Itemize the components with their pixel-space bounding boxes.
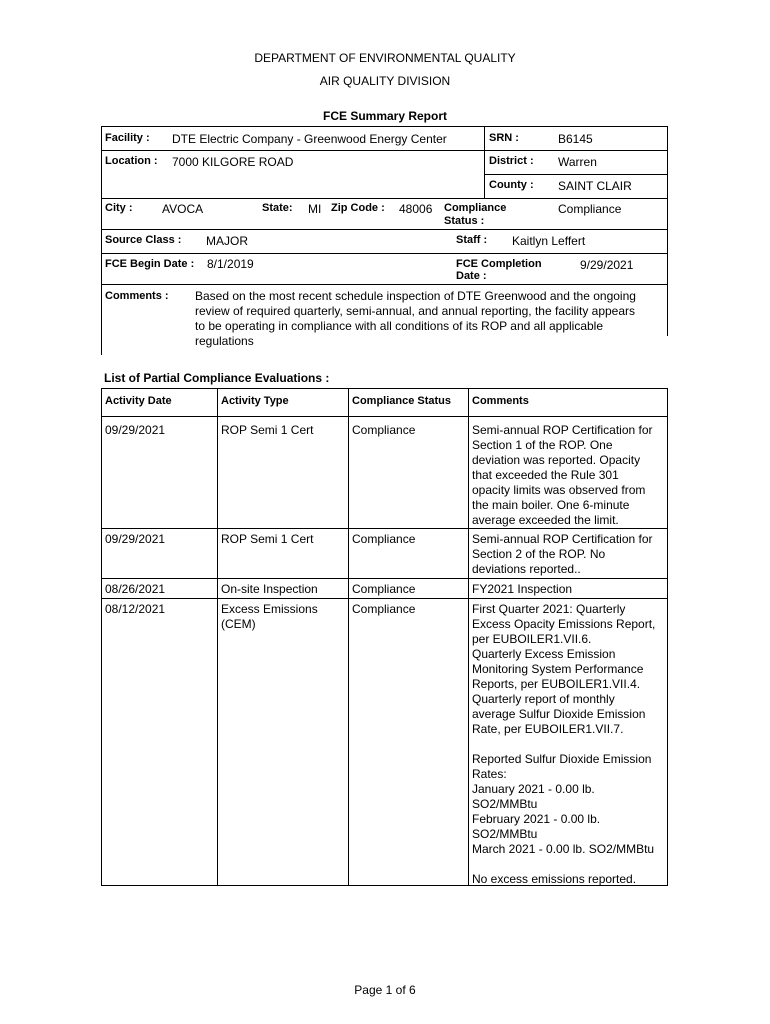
table-line bbox=[101, 388, 668, 389]
facility-label: Facility : bbox=[105, 132, 150, 144]
row-4-status: Compliance bbox=[352, 602, 416, 616]
summary-row-line bbox=[101, 150, 668, 151]
facility-value: DTE Electric Company - Greenwood Energy Center bbox=[172, 132, 447, 146]
row-1-date: 09/29/2021 bbox=[105, 423, 166, 437]
table-line bbox=[101, 388, 102, 885]
col-header-comments: Comments bbox=[472, 395, 529, 407]
fce-completion-value: 9/29/2021 bbox=[580, 258, 634, 272]
row-1-comments: Semi-annual ROP Certification for Section 1 of the ROP. One deviation was reported. Opacity that exceeded the Rule 301 opacity limits was observed from the main boiler. One 6-minute average exceeded the limit. bbox=[472, 423, 653, 527]
row-3-date: 08/26/2021 bbox=[105, 582, 166, 596]
row-2-date: 09/29/2021 bbox=[105, 532, 166, 546]
summary-top-border bbox=[101, 126, 668, 127]
county-value: SAINT CLAIR bbox=[558, 179, 632, 193]
source-class-value: MAJOR bbox=[206, 234, 248, 248]
division-title: AIR QUALITY DIVISION bbox=[319, 74, 451, 88]
comments-value: Based on the most recent schedule inspection of DTE Greenwood and the ongoing review of required quarterly, semi-annual, and annual reporting, the facility appears to be operating in compliance with all conditions of its ROP and all applicable regulations bbox=[195, 289, 636, 348]
city-label: City : bbox=[105, 202, 133, 214]
page-number: Page 1 of 6 bbox=[354, 983, 416, 997]
summary-row-line bbox=[101, 229, 668, 230]
row-2-type: ROP Semi 1 Cert bbox=[221, 532, 314, 546]
source-class-label: Source Class : bbox=[105, 234, 182, 246]
zip-value: 48006 bbox=[399, 202, 433, 216]
compliance-status-value: Compliance bbox=[558, 202, 622, 216]
summary-row-line bbox=[101, 253, 668, 254]
zip-label: Zip Code : bbox=[331, 202, 385, 214]
report-title: FCE Summary Report bbox=[322, 109, 448, 123]
table-line bbox=[101, 528, 668, 529]
srn-value: B6145 bbox=[558, 132, 593, 146]
location-label: Location : bbox=[105, 155, 158, 167]
fce-begin-label: FCE Begin Date : bbox=[105, 258, 195, 270]
row-3-type: On-site Inspection bbox=[221, 582, 318, 596]
table-line bbox=[217, 388, 218, 885]
comments-label: Comments : bbox=[105, 290, 169, 302]
compliance-status-label-2: Status : bbox=[444, 215, 485, 227]
col-header-activity-date: Activity Date bbox=[105, 395, 172, 407]
row-4-type: Excess Emissions (CEM) bbox=[221, 602, 318, 631]
state-value: MI bbox=[308, 202, 322, 216]
state-label: State: bbox=[262, 202, 293, 214]
row-1-type: ROP Semi 1 Cert bbox=[221, 423, 314, 437]
srn-label: SRN : bbox=[489, 132, 519, 144]
table-line bbox=[101, 598, 668, 599]
row-2-status: Compliance bbox=[352, 532, 416, 546]
staff-label: Staff : bbox=[456, 234, 488, 246]
summary-row-line bbox=[101, 284, 668, 285]
row-4-date: 08/12/2021 bbox=[105, 602, 166, 616]
row-3-status: Compliance bbox=[352, 582, 416, 596]
col-header-activity-type: Activity Type bbox=[221, 395, 289, 407]
department-title: DEPARTMENT OF ENVIRONMENTAL QUALITY bbox=[254, 51, 516, 65]
table-line bbox=[468, 388, 469, 885]
row-1-status: Compliance bbox=[352, 423, 416, 437]
table-line bbox=[101, 416, 668, 417]
city-value: AVOCA bbox=[162, 202, 204, 216]
staff-value: Kaitlyn Leffert bbox=[512, 234, 586, 248]
table-line bbox=[101, 578, 668, 579]
fce-begin-value: 8/1/2019 bbox=[207, 257, 254, 271]
row-2-comments: Semi-annual ROP Certification for Section 2 of the ROP. No deviations reported.. bbox=[472, 532, 653, 576]
col-header-compliance-status: Compliance Status bbox=[352, 395, 452, 407]
compliance-status-label: Compliance bbox=[444, 202, 507, 214]
county-label: County : bbox=[489, 179, 534, 191]
summary-left-border bbox=[101, 126, 102, 355]
fce-completion-label-2: Date : bbox=[456, 270, 487, 282]
summary-row-line bbox=[484, 174, 668, 175]
table-line bbox=[348, 388, 349, 885]
summary-row-line bbox=[101, 198, 668, 199]
pce-title: List of Partial Compliance Evaluations : bbox=[104, 371, 330, 385]
summary-divider bbox=[484, 126, 485, 199]
district-label: District : bbox=[489, 155, 534, 167]
fce-completion-label: FCE Completion bbox=[456, 258, 542, 270]
location-value: 7000 KILGORE ROAD bbox=[172, 155, 294, 169]
row-4-comments: First Quarter 2021: Quarterly Excess Opacity Emissions Report, per EUBOILER1.VII.6. Quarterly Excess Emission Monitoring System Performance Reports, per EUBOILER1.VII.4. Quarterly report of monthly average Sulfur Dioxide Emission Rate, per EUBOILER1.VII.7. Reported Sulfur Dioxide Emission Rates: January 2021 - 0.00 lb. SO2/MMBtu February 2021 - 0.00 lb. SO2/MMBtu March 2021 - 0.00 lb. SO2/MMBtu No excess emissions reported. bbox=[472, 602, 656, 886]
row-3-comments: FY2021 Inspection bbox=[472, 582, 573, 596]
district-value: Warren bbox=[558, 155, 597, 169]
summary-right-border bbox=[667, 126, 668, 336]
